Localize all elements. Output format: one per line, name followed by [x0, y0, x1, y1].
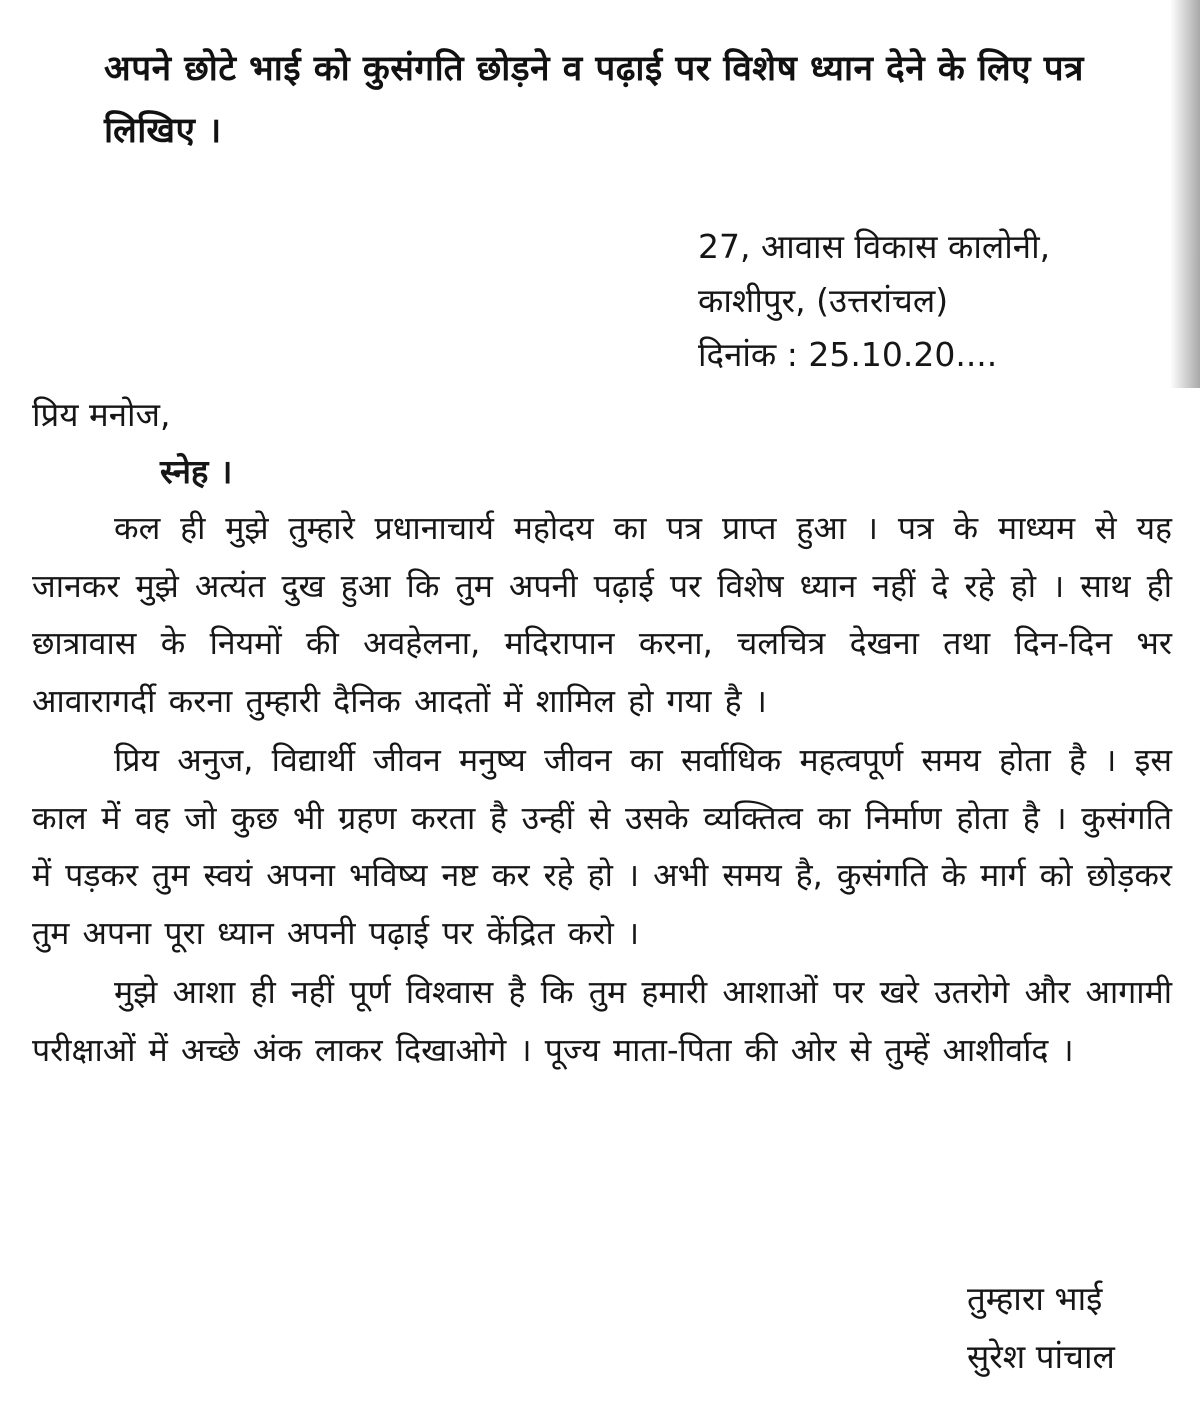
- address-line-2: काशीपुर, (उत्तरांचल): [698, 281, 949, 320]
- greeting: स्नेह ।: [160, 452, 233, 491]
- sender-name: सुरेश पांचाल: [967, 1337, 1115, 1376]
- question-heading: अपने छोटे भाई को कुसंगति छोड़ने व पढ़ाई पर विशेष ध्यान देने के लिए पत्र लिखिए ।: [104, 49, 1084, 151]
- letter-date: दिनांक : 25.10.20....: [698, 335, 998, 374]
- address-line-1: 27, आवास विकास कालोनी,: [698, 227, 1051, 266]
- body-paragraph-3: मुझे आशा ही नहीं पूर्ण विश्वास है कि तुम हमारी आशाओं पर खरे उतरोगे और आगामी परीक्षाओं में अच्छे अंक लाकर दिखाओगे । पूज्य माता-पिता की ओर से तुम्हें आशीर्वाद ।: [32, 973, 1172, 1069]
- salutation: प्रिय मनोज,: [32, 395, 171, 434]
- body-paragraph-1: कल ही मुझे तुम्हारे प्रधानाचार्य महोदय का पत्र प्राप्त हुआ । पत्र के माध्यम से यह जानकर मुझे अत्यंत दुख हुआ कि तुम अपनी पढ़ाई पर विशेष ध्यान नहीं दे रहे हो । साथ ही छात्रावास के नियमों की अवहेलना, मदिरापान करना, चलचित्र देखना तथा दिन-दिन भर आवारागर्दी करना तुम्हारी दैनिक आदतों में शामिल हो गया है ।: [32, 509, 1172, 720]
- closing-phrase: तुम्हारा भाई: [967, 1279, 1103, 1318]
- body-paragraph-2: प्रिय अनुज, विद्यार्थी जीवन मनुष्य जीवन का सर्वाधिक महत्वपूर्ण समय होता है । इस काल में वह जो कुछ भी ग्रहण करता है उन्हीं से उसके व्यक्तित्व का निर्माण होता है । कुसंगति में पड़कर तुम स्वयं अपना भविष्य नष्ट कर रहे हो । अभी समय है, कुसंगति के मार्ग को छोड़कर तुम अपना पूरा ध्यान अपनी पढ़ाई पर केंद्रित करो ।: [32, 741, 1172, 952]
- sender-address: [698, 220, 1178, 382]
- letter-body: [32, 500, 1172, 1079]
- signature-block: [967, 1270, 1115, 1386]
